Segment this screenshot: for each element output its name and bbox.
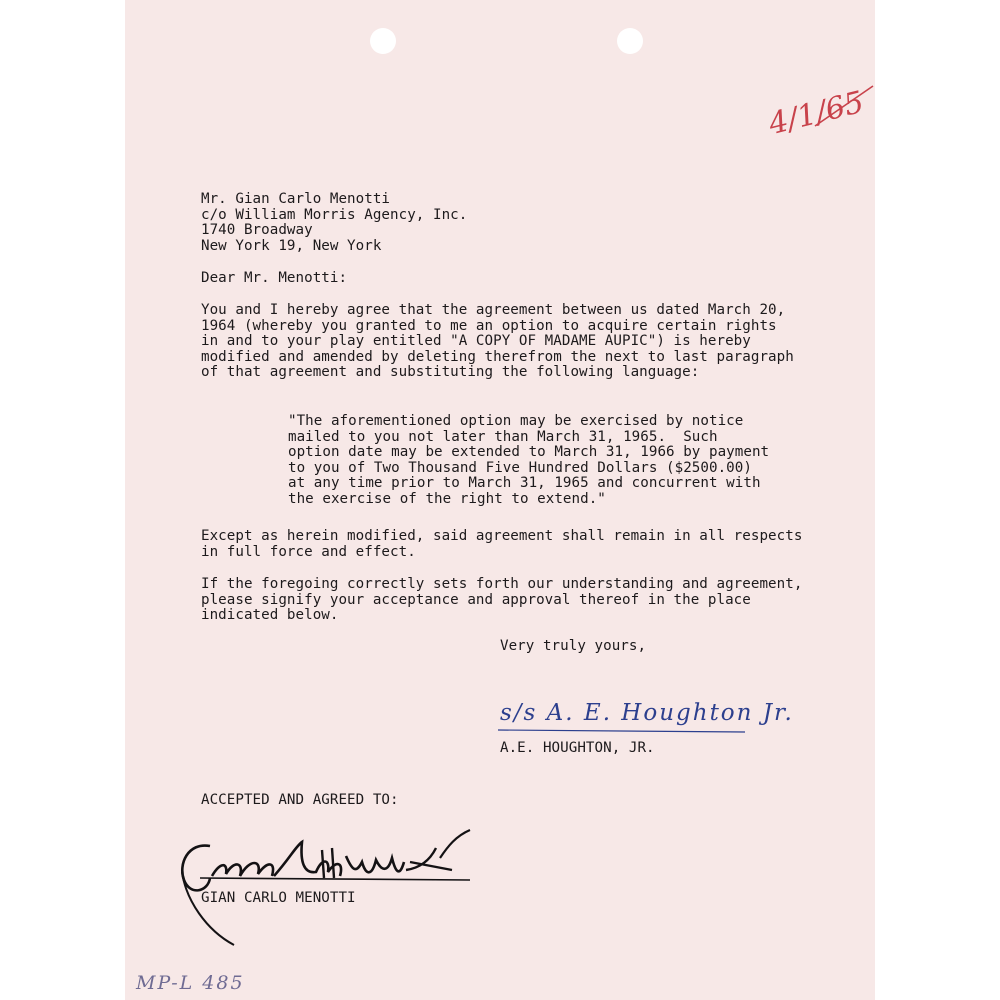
text-line: 1964 (whereby you granted to me an option to acquire certain rights: [201, 317, 777, 334]
acceptor-name: GIAN CARLO MENOTTI: [201, 890, 356, 906]
red-handwritten-date: 4/1/65: [765, 84, 868, 143]
text-line: "The aforementioned option may be exercised by notice: [288, 413, 744, 429]
houghton-signature: s/s A. E. Houghton Jr.: [500, 700, 794, 726]
address-line: New York 19, New York: [201, 237, 382, 254]
closing: Very truly yours,: [500, 638, 647, 654]
text-line: option date may be extended to March 31, 1966 by payment: [288, 444, 770, 460]
text-line: modified and amended by deleting therefrom the next to last paragraph: [201, 348, 794, 365]
salutation: Dear Mr. Menotti:: [201, 270, 348, 286]
text-line: please signify your acceptance and approval thereof in the place: [201, 591, 751, 608]
text-line: Except as herein modified, said agreement shall remain in all respects: [201, 528, 803, 544]
text-line: You and I hereby agree that the agreement between us dated March 20,: [201, 302, 786, 318]
text-line: indicated below.: [201, 607, 339, 623]
accepted-label: ACCEPTED AND AGREED TO:: [201, 792, 399, 808]
text-line: in and to your play entitled "A COPY OF MADAME AUPIC") is hereby: [201, 333, 751, 349]
text-line: mailed to you not later than March 31, 1965. Such: [288, 428, 718, 445]
text-line: of that agreement and substituting the following language:: [201, 364, 700, 380]
address-line: c/o William Morris Agency, Inc.: [201, 206, 468, 223]
text-line: in full force and effect.: [201, 543, 416, 560]
signer-name: A.E. HOUGHTON, JR.: [500, 740, 655, 756]
address-line: Mr. Gian Carlo Menotti: [201, 191, 391, 207]
address-line: 1740 Broadway: [201, 222, 313, 238]
text-line: the exercise of the right to extend.": [288, 490, 606, 507]
archival-catalog-mark: MP-L 485: [136, 972, 245, 994]
text-line: If the foregoing correctly sets forth our understanding and agreement,: [201, 576, 803, 592]
text-line: at any time prior to March 31, 1965 and concurrent with: [288, 475, 761, 491]
text-line: to you of Two Thousand Five Hundred Dollars ($2500.00): [288, 459, 752, 476]
